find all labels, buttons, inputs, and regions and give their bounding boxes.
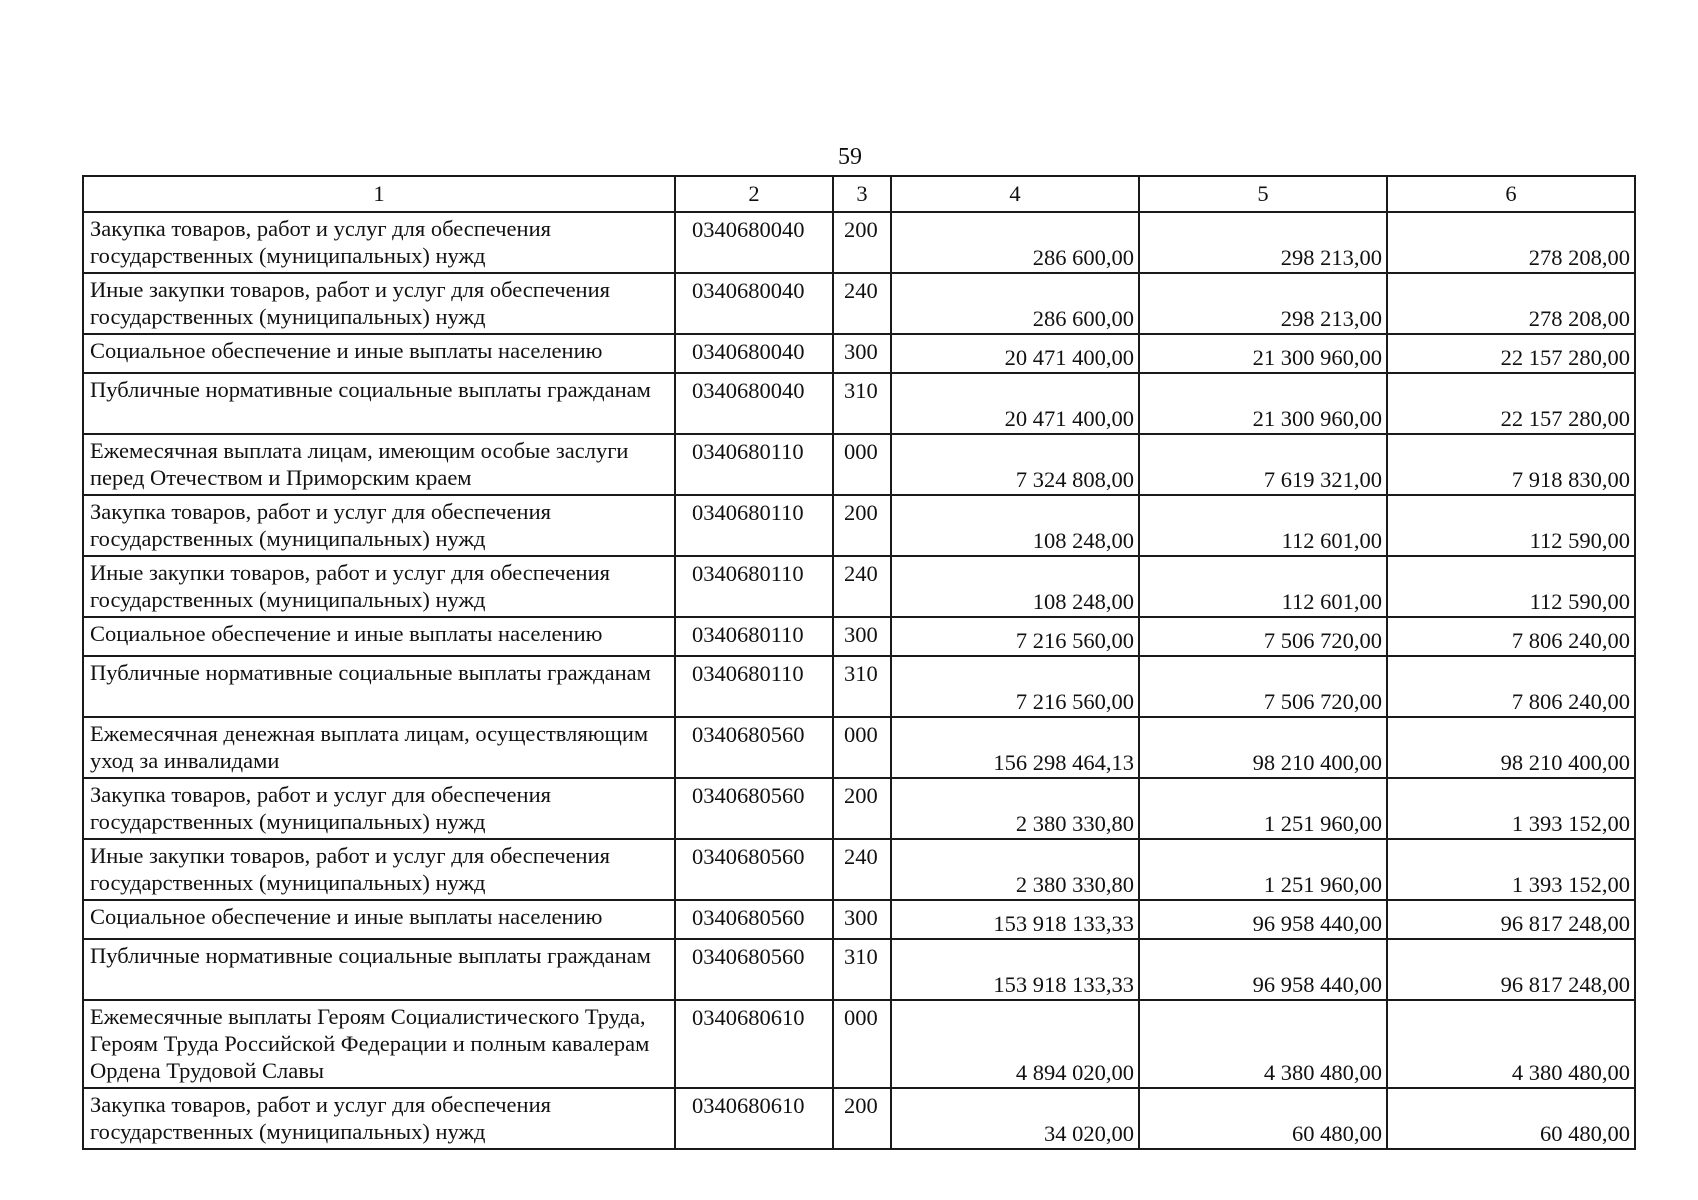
row-code: 0340680040 [675,334,833,373]
row-code: 0340680040 [675,212,833,273]
row-name: Публичные нормативные социальные выплаты гражданам [83,656,675,717]
row-value-col6: 4 380 480,00 [1387,1000,1635,1088]
table-row [83,717,1635,778]
row-type: 300 [833,900,891,939]
row-value-col5: 96 958 440,00 [1139,939,1387,1000]
row-value-col5: 21 300 960,00 [1139,373,1387,434]
column-header: 4 [891,176,1139,212]
row-value-col5: 96 958 440,00 [1139,900,1387,939]
row-code: 0340680110 [675,556,833,617]
row-value-col4: 34 020,00 [891,1088,1139,1149]
row-value-col6: 1 393 152,00 [1387,778,1635,839]
row-value-col4: 2 380 330,80 [891,778,1139,839]
column-header: 5 [1139,176,1387,212]
row-value-col6: 60 480,00 [1387,1088,1635,1149]
row-value-col4: 108 248,00 [891,495,1139,556]
row-code: 0340680560 [675,939,833,1000]
row-value-col5: 7 506 720,00 [1139,617,1387,656]
table-row [83,839,1635,900]
row-value-col6: 112 590,00 [1387,556,1635,617]
table-row [83,495,1635,556]
row-value-col5: 98 210 400,00 [1139,717,1387,778]
row-name: Социальное обеспечение и иные выплаты населению [83,900,675,939]
table-row [83,273,1635,334]
row-value-col6: 7 806 240,00 [1387,656,1635,717]
row-value-col4: 7 216 560,00 [891,656,1139,717]
row-name: Закупка товаров, работ и услуг для обеспечения государственных (муниципальных) нужд [83,495,675,556]
table-row [83,334,1635,373]
row-value-col6: 96 817 248,00 [1387,939,1635,1000]
row-value-col5: 112 601,00 [1139,556,1387,617]
row-type: 240 [833,839,891,900]
row-value-col5: 7 506 720,00 [1139,656,1387,717]
row-value-col4: 108 248,00 [891,556,1139,617]
row-code: 0340680610 [675,1088,833,1149]
row-value-col4: 7 216 560,00 [891,617,1139,656]
row-value-col5: 21 300 960,00 [1139,334,1387,373]
row-name: Публичные нормативные социальные выплаты гражданам [83,939,675,1000]
row-value-col6: 278 208,00 [1387,212,1635,273]
row-value-col4: 286 600,00 [891,212,1139,273]
row-name: Социальное обеспечение и иные выплаты населению [83,617,675,656]
row-name: Закупка товаров, работ и услуг для обеспечения государственных (муниципальных) нужд [83,1088,675,1149]
column-header: 2 [675,176,833,212]
row-code: 0340680110 [675,617,833,656]
row-name: Социальное обеспечение и иные выплаты населению [83,334,675,373]
row-code: 0340680560 [675,839,833,900]
row-value-col5: 1 251 960,00 [1139,778,1387,839]
table-row [83,617,1635,656]
table-row [83,939,1635,1000]
row-value-col4: 153 918 133,33 [891,939,1139,1000]
column-header: 1 [83,176,675,212]
page-number: 59 [838,144,862,170]
row-type: 310 [833,939,891,1000]
row-name: Иные закупки товаров, работ и услуг для обеспечения государственных (муниципальных) нужд [83,556,675,617]
row-value-col5: 112 601,00 [1139,495,1387,556]
row-type: 000 [833,1000,891,1088]
table-row [83,900,1635,939]
row-value-col4: 156 298 464,13 [891,717,1139,778]
row-type: 240 [833,273,891,334]
column-header: 3 [833,176,891,212]
row-code: 0340680610 [675,1000,833,1088]
row-type: 000 [833,717,891,778]
row-type: 200 [833,1088,891,1149]
row-name: Ежемесячные выплаты Героям Социалистического Труда, Героям Труда Российской Федерации и полным кавалерам Ордена Трудовой Славы [83,1000,675,1088]
row-value-col6: 7 918 830,00 [1387,434,1635,495]
row-type: 240 [833,556,891,617]
row-code: 0340680040 [675,373,833,434]
row-value-col4: 286 600,00 [891,273,1139,334]
row-value-col4: 153 918 133,33 [891,900,1139,939]
row-value-col4: 2 380 330,80 [891,839,1139,900]
row-value-col4: 4 894 020,00 [891,1000,1139,1088]
row-value-col6: 22 157 280,00 [1387,334,1635,373]
row-value-col4: 20 471 400,00 [891,373,1139,434]
table-header-row [83,176,1635,212]
row-name: Ежемесячная выплата лицам, имеющим особые заслуги перед Отечеством и Приморским краем [83,434,675,495]
row-type: 310 [833,373,891,434]
row-type: 200 [833,212,891,273]
row-type: 000 [833,434,891,495]
row-type: 300 [833,334,891,373]
row-value-col6: 96 817 248,00 [1387,900,1635,939]
row-code: 0340680040 [675,273,833,334]
row-name: Иные закупки товаров, работ и услуг для обеспечения государственных (муниципальных) нужд [83,273,675,334]
row-type: 310 [833,656,891,717]
row-type: 200 [833,778,891,839]
row-code: 0340680560 [675,778,833,839]
row-name: Публичные нормативные социальные выплаты гражданам [83,373,675,434]
table-row [83,434,1635,495]
row-code: 0340680110 [675,495,833,556]
row-value-col5: 298 213,00 [1139,273,1387,334]
row-code: 0340680110 [675,656,833,717]
table-row [83,556,1635,617]
table-row [83,778,1635,839]
row-name: Иные закупки товаров, работ и услуг для обеспечения государственных (муниципальных) нужд [83,839,675,900]
row-value-col5: 7 619 321,00 [1139,434,1387,495]
column-header: 6 [1387,176,1635,212]
row-value-col4: 20 471 400,00 [891,334,1139,373]
row-value-col6: 22 157 280,00 [1387,373,1635,434]
row-name: Ежемесячная денежная выплата лицам, осуществляющим уход за инвалидами [83,717,675,778]
row-code: 0340680560 [675,717,833,778]
row-name: Закупка товаров, работ и услуг для обеспечения государственных (муниципальных) нужд [83,212,675,273]
table-row [83,373,1635,434]
row-value-col6: 98 210 400,00 [1387,717,1635,778]
row-value-col5: 60 480,00 [1139,1088,1387,1149]
row-value-col6: 112 590,00 [1387,495,1635,556]
budget-table [82,175,1636,1150]
row-value-col5: 298 213,00 [1139,212,1387,273]
table-row [83,656,1635,717]
table-row [83,1000,1635,1088]
row-value-col5: 1 251 960,00 [1139,839,1387,900]
row-value-col6: 278 208,00 [1387,273,1635,334]
row-name: Закупка товаров, работ и услуг для обеспечения государственных (муниципальных) нужд [83,778,675,839]
row-type: 300 [833,617,891,656]
table-row [83,1088,1635,1149]
table-row [83,212,1635,273]
row-value-col6: 7 806 240,00 [1387,617,1635,656]
row-code: 0340680110 [675,434,833,495]
row-type: 200 [833,495,891,556]
row-code: 0340680560 [675,900,833,939]
row-value-col4: 7 324 808,00 [891,434,1139,495]
row-value-col6: 1 393 152,00 [1387,839,1635,900]
row-value-col5: 4 380 480,00 [1139,1000,1387,1088]
